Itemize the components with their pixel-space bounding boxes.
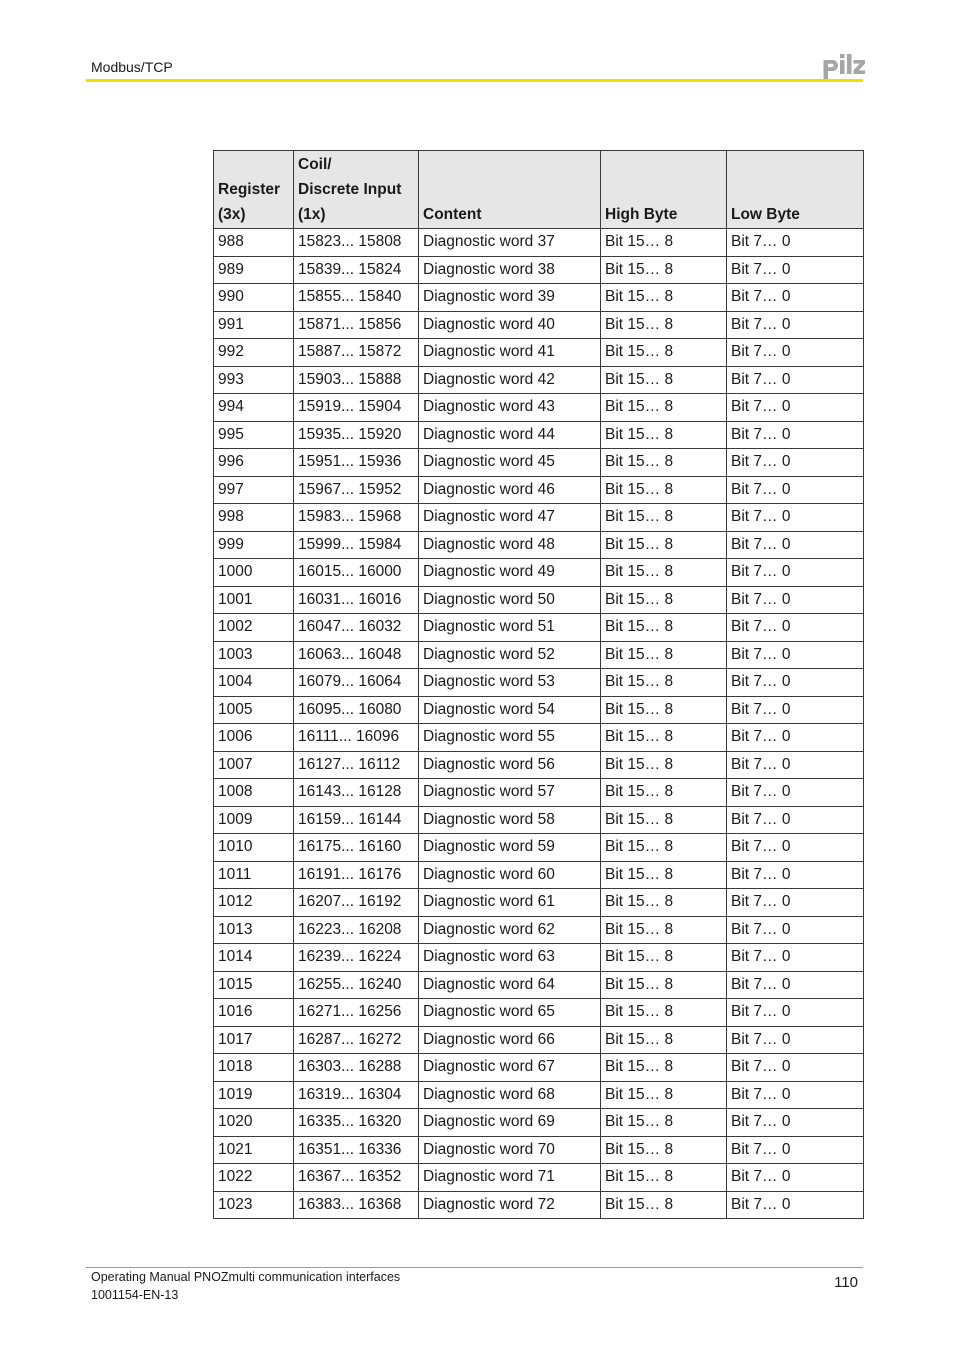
cell-low-byte: Bit 7… 0 <box>727 861 864 889</box>
cell-register: 1000 <box>214 559 294 587</box>
cell-low-byte: Bit 7… 0 <box>727 559 864 587</box>
cell-high-byte: Bit 15… 8 <box>601 1191 727 1219</box>
header-rule <box>86 79 863 82</box>
cell-low-byte: Bit 7… 0 <box>727 971 864 999</box>
cell-high-byte: Bit 15… 8 <box>601 861 727 889</box>
table-row <box>214 311 864 339</box>
cell-content: Diagnostic word 64 <box>419 971 601 999</box>
cell-register: 989 <box>214 256 294 284</box>
table-row <box>214 1109 864 1137</box>
cell-register: 1010 <box>214 834 294 862</box>
cell-content: Diagnostic word 55 <box>419 724 601 752</box>
cell-high-byte: Bit 15… 8 <box>601 1109 727 1137</box>
cell-register: 995 <box>214 421 294 449</box>
column-header-line: Register <box>218 181 281 198</box>
cell-coil-range: 16079... 16064 <box>294 669 419 697</box>
register-table <box>213 150 864 1219</box>
cell-high-byte: Bit 15… 8 <box>601 1054 727 1082</box>
cell-coil-range: 16383... 16368 <box>294 1191 419 1219</box>
cell-coil-range: 15871... 15856 <box>294 311 419 339</box>
cell-register: 994 <box>214 394 294 422</box>
cell-register: 1011 <box>214 861 294 889</box>
cell-low-byte: Bit 7… 0 <box>727 999 864 1027</box>
cell-register: 993 <box>214 366 294 394</box>
cell-content: Diagnostic word 39 <box>419 284 601 312</box>
cell-register: 1020 <box>214 1109 294 1137</box>
cell-low-byte: Bit 7… 0 <box>727 1109 864 1137</box>
cell-low-byte: Bit 7… 0 <box>727 641 864 669</box>
cell-register: 1012 <box>214 889 294 917</box>
cell-content: Diagnostic word 67 <box>419 1054 601 1082</box>
cell-low-byte: Bit 7… 0 <box>727 916 864 944</box>
cell-content: Diagnostic word 60 <box>419 861 601 889</box>
cell-low-byte: Bit 7… 0 <box>727 834 864 862</box>
table-row <box>214 889 864 917</box>
cell-coil-range: 16063... 16048 <box>294 641 419 669</box>
table-row <box>214 366 864 394</box>
column-header-register <box>214 151 294 229</box>
cell-register: 1016 <box>214 999 294 1027</box>
cell-content: Diagnostic word 53 <box>419 669 601 697</box>
cell-content: Diagnostic word 41 <box>419 339 601 367</box>
cell-register: 997 <box>214 476 294 504</box>
cell-low-byte: Bit 7… 0 <box>727 229 864 257</box>
column-header-line: (3x) <box>218 206 246 223</box>
column-header-line: Discrete Input <box>298 181 402 198</box>
cell-content: Diagnostic word 61 <box>419 889 601 917</box>
table-row <box>214 256 864 284</box>
column-header-line: High Byte <box>605 206 678 223</box>
cell-content: Diagnostic word 51 <box>419 614 601 642</box>
cell-high-byte: Bit 15… 8 <box>601 1026 727 1054</box>
cell-coil-range: 16143... 16128 <box>294 779 419 807</box>
cell-low-byte: Bit 7… 0 <box>727 449 864 477</box>
cell-coil-range: 15903... 15888 <box>294 366 419 394</box>
cell-coil-range: 16175... 16160 <box>294 834 419 862</box>
cell-coil-range: 16111... 16096 <box>294 724 419 752</box>
cell-low-byte: Bit 7… 0 <box>727 394 864 422</box>
cell-low-byte: Bit 7… 0 <box>727 669 864 697</box>
table-row <box>214 586 864 614</box>
cell-low-byte: Bit 7… 0 <box>727 806 864 834</box>
cell-high-byte: Bit 15… 8 <box>601 1164 727 1192</box>
cell-register: 996 <box>214 449 294 477</box>
table-row <box>214 1136 864 1164</box>
cell-high-byte: Bit 15… 8 <box>601 531 727 559</box>
cell-high-byte: Bit 15… 8 <box>601 1081 727 1109</box>
footer-rule <box>86 1267 863 1268</box>
table-row <box>214 614 864 642</box>
cell-register: 1004 <box>214 669 294 697</box>
cell-register: 1006 <box>214 724 294 752</box>
cell-coil-range: 16351... 16336 <box>294 1136 419 1164</box>
cell-high-byte: Bit 15… 8 <box>601 586 727 614</box>
cell-register: 1002 <box>214 614 294 642</box>
table-row <box>214 1164 864 1192</box>
cell-register: 992 <box>214 339 294 367</box>
cell-coil-range: 16015... 16000 <box>294 559 419 587</box>
cell-low-byte: Bit 7… 0 <box>727 1026 864 1054</box>
cell-low-byte: Bit 7… 0 <box>727 1054 864 1082</box>
table-row <box>214 284 864 312</box>
cell-content: Diagnostic word 72 <box>419 1191 601 1219</box>
cell-content: Diagnostic word 44 <box>419 421 601 449</box>
cell-high-byte: Bit 15… 8 <box>601 696 727 724</box>
table-row <box>214 971 864 999</box>
cell-low-byte: Bit 7… 0 <box>727 311 864 339</box>
cell-coil-range: 15919... 15904 <box>294 394 419 422</box>
cell-high-byte: Bit 15… 8 <box>601 256 727 284</box>
table-row <box>214 669 864 697</box>
table-row <box>214 641 864 669</box>
cell-register: 1023 <box>214 1191 294 1219</box>
table-row <box>214 339 864 367</box>
cell-coil-range: 16287... 16272 <box>294 1026 419 1054</box>
cell-content: Diagnostic word 48 <box>419 531 601 559</box>
cell-coil-range: 16207... 16192 <box>294 889 419 917</box>
table-row <box>214 806 864 834</box>
cell-content: Diagnostic word 59 <box>419 834 601 862</box>
column-header-line: Low Byte <box>731 206 800 223</box>
cell-content: Diagnostic word 62 <box>419 916 601 944</box>
table-row <box>214 476 864 504</box>
cell-content: Diagnostic word 40 <box>419 311 601 339</box>
table-row <box>214 229 864 257</box>
cell-coil-range: 16271... 16256 <box>294 999 419 1027</box>
cell-register: 988 <box>214 229 294 257</box>
cell-register: 999 <box>214 531 294 559</box>
manual-title: Operating Manual PNOZmulti communication interfaces <box>91 1270 401 1284</box>
cell-content: Diagnostic word 70 <box>419 1136 601 1164</box>
cell-register: 991 <box>214 311 294 339</box>
table-row <box>214 449 864 477</box>
column-header-line: Content <box>423 206 482 223</box>
cell-low-byte: Bit 7… 0 <box>727 256 864 284</box>
table-row <box>214 861 864 889</box>
cell-register: 1009 <box>214 806 294 834</box>
cell-high-byte: Bit 15… 8 <box>601 1136 727 1164</box>
cell-register: 1015 <box>214 971 294 999</box>
table-row <box>214 394 864 422</box>
table-row <box>214 1026 864 1054</box>
cell-high-byte: Bit 15… 8 <box>601 229 727 257</box>
cell-high-byte: Bit 15… 8 <box>601 284 727 312</box>
cell-coil-range: 16031... 16016 <box>294 586 419 614</box>
cell-register: 1014 <box>214 944 294 972</box>
cell-low-byte: Bit 7… 0 <box>727 504 864 532</box>
cell-content: Diagnostic word 47 <box>419 504 601 532</box>
cell-coil-range: 15951... 15936 <box>294 449 419 477</box>
section-title: Modbus/TCP <box>91 59 173 75</box>
cell-content: Diagnostic word 50 <box>419 586 601 614</box>
cell-low-byte: Bit 7… 0 <box>727 1191 864 1219</box>
table-row <box>214 916 864 944</box>
table-row <box>214 1081 864 1109</box>
table-row <box>214 1191 864 1219</box>
cell-coil-range: 16047... 16032 <box>294 614 419 642</box>
cell-high-byte: Bit 15… 8 <box>601 806 727 834</box>
cell-high-byte: Bit 15… 8 <box>601 339 727 367</box>
cell-content: Diagnostic word 52 <box>419 641 601 669</box>
cell-high-byte: Bit 15… 8 <box>601 834 727 862</box>
cell-low-byte: Bit 7… 0 <box>727 339 864 367</box>
cell-content: Diagnostic word 49 <box>419 559 601 587</box>
table-row <box>214 779 864 807</box>
cell-content: Diagnostic word 45 <box>419 449 601 477</box>
table-row <box>214 531 864 559</box>
cell-high-byte: Bit 15… 8 <box>601 614 727 642</box>
cell-low-byte: Bit 7… 0 <box>727 366 864 394</box>
cell-high-byte: Bit 15… 8 <box>601 999 727 1027</box>
cell-register: 1021 <box>214 1136 294 1164</box>
table-header-row <box>214 151 864 229</box>
column-header-low-byte <box>727 151 864 229</box>
cell-high-byte: Bit 15… 8 <box>601 669 727 697</box>
cell-content: Diagnostic word 69 <box>419 1109 601 1137</box>
cell-low-byte: Bit 7… 0 <box>727 284 864 312</box>
table-row <box>214 944 864 972</box>
cell-high-byte: Bit 15… 8 <box>601 504 727 532</box>
cell-high-byte: Bit 15… 8 <box>601 421 727 449</box>
cell-coil-range: 15823... 15808 <box>294 229 419 257</box>
cell-coil-range: 16367... 16352 <box>294 1164 419 1192</box>
cell-content: Diagnostic word 43 <box>419 394 601 422</box>
table-row <box>214 696 864 724</box>
table-row <box>214 421 864 449</box>
cell-high-byte: Bit 15… 8 <box>601 476 727 504</box>
table-row <box>214 504 864 532</box>
cell-coil-range: 15935... 15920 <box>294 421 419 449</box>
cell-register: 1017 <box>214 1026 294 1054</box>
cell-high-byte: Bit 15… 8 <box>601 916 727 944</box>
cell-content: Diagnostic word 68 <box>419 1081 601 1109</box>
cell-register: 1008 <box>214 779 294 807</box>
cell-low-byte: Bit 7… 0 <box>727 531 864 559</box>
column-header-line: (1x) <box>298 206 326 223</box>
column-header-line: Coil/ <box>298 156 332 173</box>
cell-register: 1001 <box>214 586 294 614</box>
cell-coil-range: 15983... 15968 <box>294 504 419 532</box>
cell-content: Diagnostic word 38 <box>419 256 601 284</box>
cell-high-byte: Bit 15… 8 <box>601 394 727 422</box>
document-number: 1001154-EN-13 <box>91 1288 179 1302</box>
cell-high-byte: Bit 15… 8 <box>601 751 727 779</box>
cell-register: 1019 <box>214 1081 294 1109</box>
cell-high-byte: Bit 15… 8 <box>601 641 727 669</box>
table-row <box>214 724 864 752</box>
cell-low-byte: Bit 7… 0 <box>727 724 864 752</box>
cell-coil-range: 15887... 15872 <box>294 339 419 367</box>
cell-content: Diagnostic word 63 <box>419 944 601 972</box>
cell-content: Diagnostic word 71 <box>419 1164 601 1192</box>
cell-register: 990 <box>214 284 294 312</box>
column-header-content <box>419 151 601 229</box>
cell-high-byte: Bit 15… 8 <box>601 944 727 972</box>
table-row <box>214 751 864 779</box>
cell-coil-range: 16303... 16288 <box>294 1054 419 1082</box>
cell-coil-range: 16159... 16144 <box>294 806 419 834</box>
cell-low-byte: Bit 7… 0 <box>727 1136 864 1164</box>
cell-high-byte: Bit 15… 8 <box>601 311 727 339</box>
cell-high-byte: Bit 15… 8 <box>601 724 727 752</box>
cell-register: 1018 <box>214 1054 294 1082</box>
column-header-coil <box>294 151 419 229</box>
cell-low-byte: Bit 7… 0 <box>727 751 864 779</box>
cell-low-byte: Bit 7… 0 <box>727 614 864 642</box>
cell-register: 1022 <box>214 1164 294 1192</box>
cell-register: 1005 <box>214 696 294 724</box>
table-row <box>214 559 864 587</box>
cell-content: Diagnostic word 65 <box>419 999 601 1027</box>
cell-content: Diagnostic word 46 <box>419 476 601 504</box>
cell-coil-range: 16127... 16112 <box>294 751 419 779</box>
cell-low-byte: Bit 7… 0 <box>727 1164 864 1192</box>
column-header-high-byte <box>601 151 727 229</box>
cell-content: Diagnostic word 66 <box>419 1026 601 1054</box>
cell-coil-range: 16335... 16320 <box>294 1109 419 1137</box>
cell-high-byte: Bit 15… 8 <box>601 366 727 394</box>
cell-low-byte: Bit 7… 0 <box>727 421 864 449</box>
cell-high-byte: Bit 15… 8 <box>601 449 727 477</box>
cell-coil-range: 16095... 16080 <box>294 696 419 724</box>
table-body <box>214 229 864 1219</box>
cell-register: 1013 <box>214 916 294 944</box>
cell-low-byte: Bit 7… 0 <box>727 779 864 807</box>
cell-register: 1003 <box>214 641 294 669</box>
cell-coil-range: 15967... 15952 <box>294 476 419 504</box>
cell-content: Diagnostic word 57 <box>419 779 601 807</box>
cell-content: Diagnostic word 54 <box>419 696 601 724</box>
cell-coil-range: 15999... 15984 <box>294 531 419 559</box>
cell-register: 1007 <box>214 751 294 779</box>
cell-coil-range: 16255... 16240 <box>294 971 419 999</box>
cell-high-byte: Bit 15… 8 <box>601 971 727 999</box>
page-number: 110 <box>834 1274 858 1291</box>
cell-coil-range: 16239... 16224 <box>294 944 419 972</box>
cell-low-byte: Bit 7… 0 <box>727 944 864 972</box>
table-row <box>214 999 864 1027</box>
cell-high-byte: Bit 15… 8 <box>601 559 727 587</box>
cell-coil-range: 15855... 15840 <box>294 284 419 312</box>
cell-low-byte: Bit 7… 0 <box>727 1081 864 1109</box>
cell-coil-range: 16319... 16304 <box>294 1081 419 1109</box>
cell-high-byte: Bit 15… 8 <box>601 889 727 917</box>
cell-content: Diagnostic word 37 <box>419 229 601 257</box>
table-row <box>214 1054 864 1082</box>
cell-low-byte: Bit 7… 0 <box>727 586 864 614</box>
cell-coil-range: 15839... 15824 <box>294 256 419 284</box>
cell-coil-range: 16223... 16208 <box>294 916 419 944</box>
cell-coil-range: 16191... 16176 <box>294 861 419 889</box>
cell-register: 998 <box>214 504 294 532</box>
table-row <box>214 834 864 862</box>
cell-content: Diagnostic word 42 <box>419 366 601 394</box>
cell-content: Diagnostic word 58 <box>419 806 601 834</box>
cell-low-byte: Bit 7… 0 <box>727 889 864 917</box>
cell-high-byte: Bit 15… 8 <box>601 779 727 807</box>
cell-content: Diagnostic word 56 <box>419 751 601 779</box>
pilz-logo <box>822 52 866 82</box>
cell-low-byte: Bit 7… 0 <box>727 476 864 504</box>
cell-low-byte: Bit 7… 0 <box>727 696 864 724</box>
